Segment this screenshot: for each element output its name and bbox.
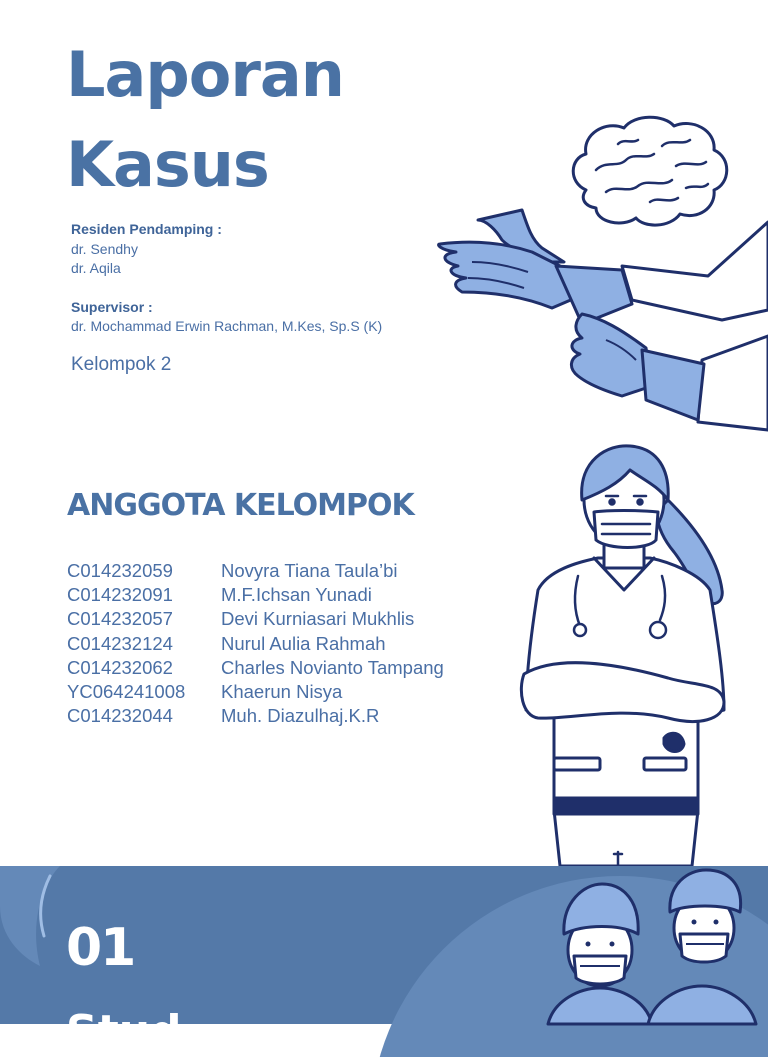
member-row [67,583,444,607]
member-row [67,704,444,728]
member-nim: C014232044 [67,705,173,727]
member-name: Muh. Diazulhaj.K.R [221,705,380,727]
member-row [67,680,444,704]
group-label: Kelompok 2 [71,354,172,375]
member-nim: YC064241008 [67,681,186,703]
title-line-2: Kasus [66,128,269,201]
member-row [67,656,444,680]
member-nim: C014232124 [67,632,173,654]
section-title: Stud [66,1006,182,1057]
member-name: Devi Kurniasari Mukhlis [221,608,415,630]
member-nim: C014232091 [67,584,173,606]
member-row [67,632,444,656]
surgeons-illustration [540,866,768,1024]
doctor-illustration [518,440,730,866]
members-title: ANGGOTA KELOMPOK [67,488,414,523]
gloved-hands-illustration [432,200,768,432]
supervision-info [71,220,382,337]
member-nim: C014232059 [67,560,173,581]
supervisor-name: dr. Mochammad Erwin Rachman, M.Kes, Sp.S (K) [71,318,383,334]
residen-name: dr. Sendhy [71,240,138,257]
member-name: Charles Novianto Tampang [221,656,444,678]
member-name: Khaerun Nisya [221,681,343,703]
page-title [66,30,344,210]
residen-name: dr. Aqila [71,260,121,276]
member-nim: C014232057 [67,608,173,630]
supervisor-label: Supervisor : [71,298,153,315]
section-number: 01 [66,918,135,978]
member-row [67,607,444,631]
member-row [67,559,444,583]
members-list [67,559,444,728]
member-name: Nurul Aulia Rahmah [221,632,386,654]
title-line-1: Laporan [66,38,344,111]
section-banner [0,866,768,1057]
member-nim: C014232062 [67,656,173,678]
member-name: M.F.Ichsan Yunadi [221,584,372,606]
member-name: Novyra Tiana Taula’bi [221,560,398,581]
residen-label: Residen Pendamping : [71,221,222,237]
